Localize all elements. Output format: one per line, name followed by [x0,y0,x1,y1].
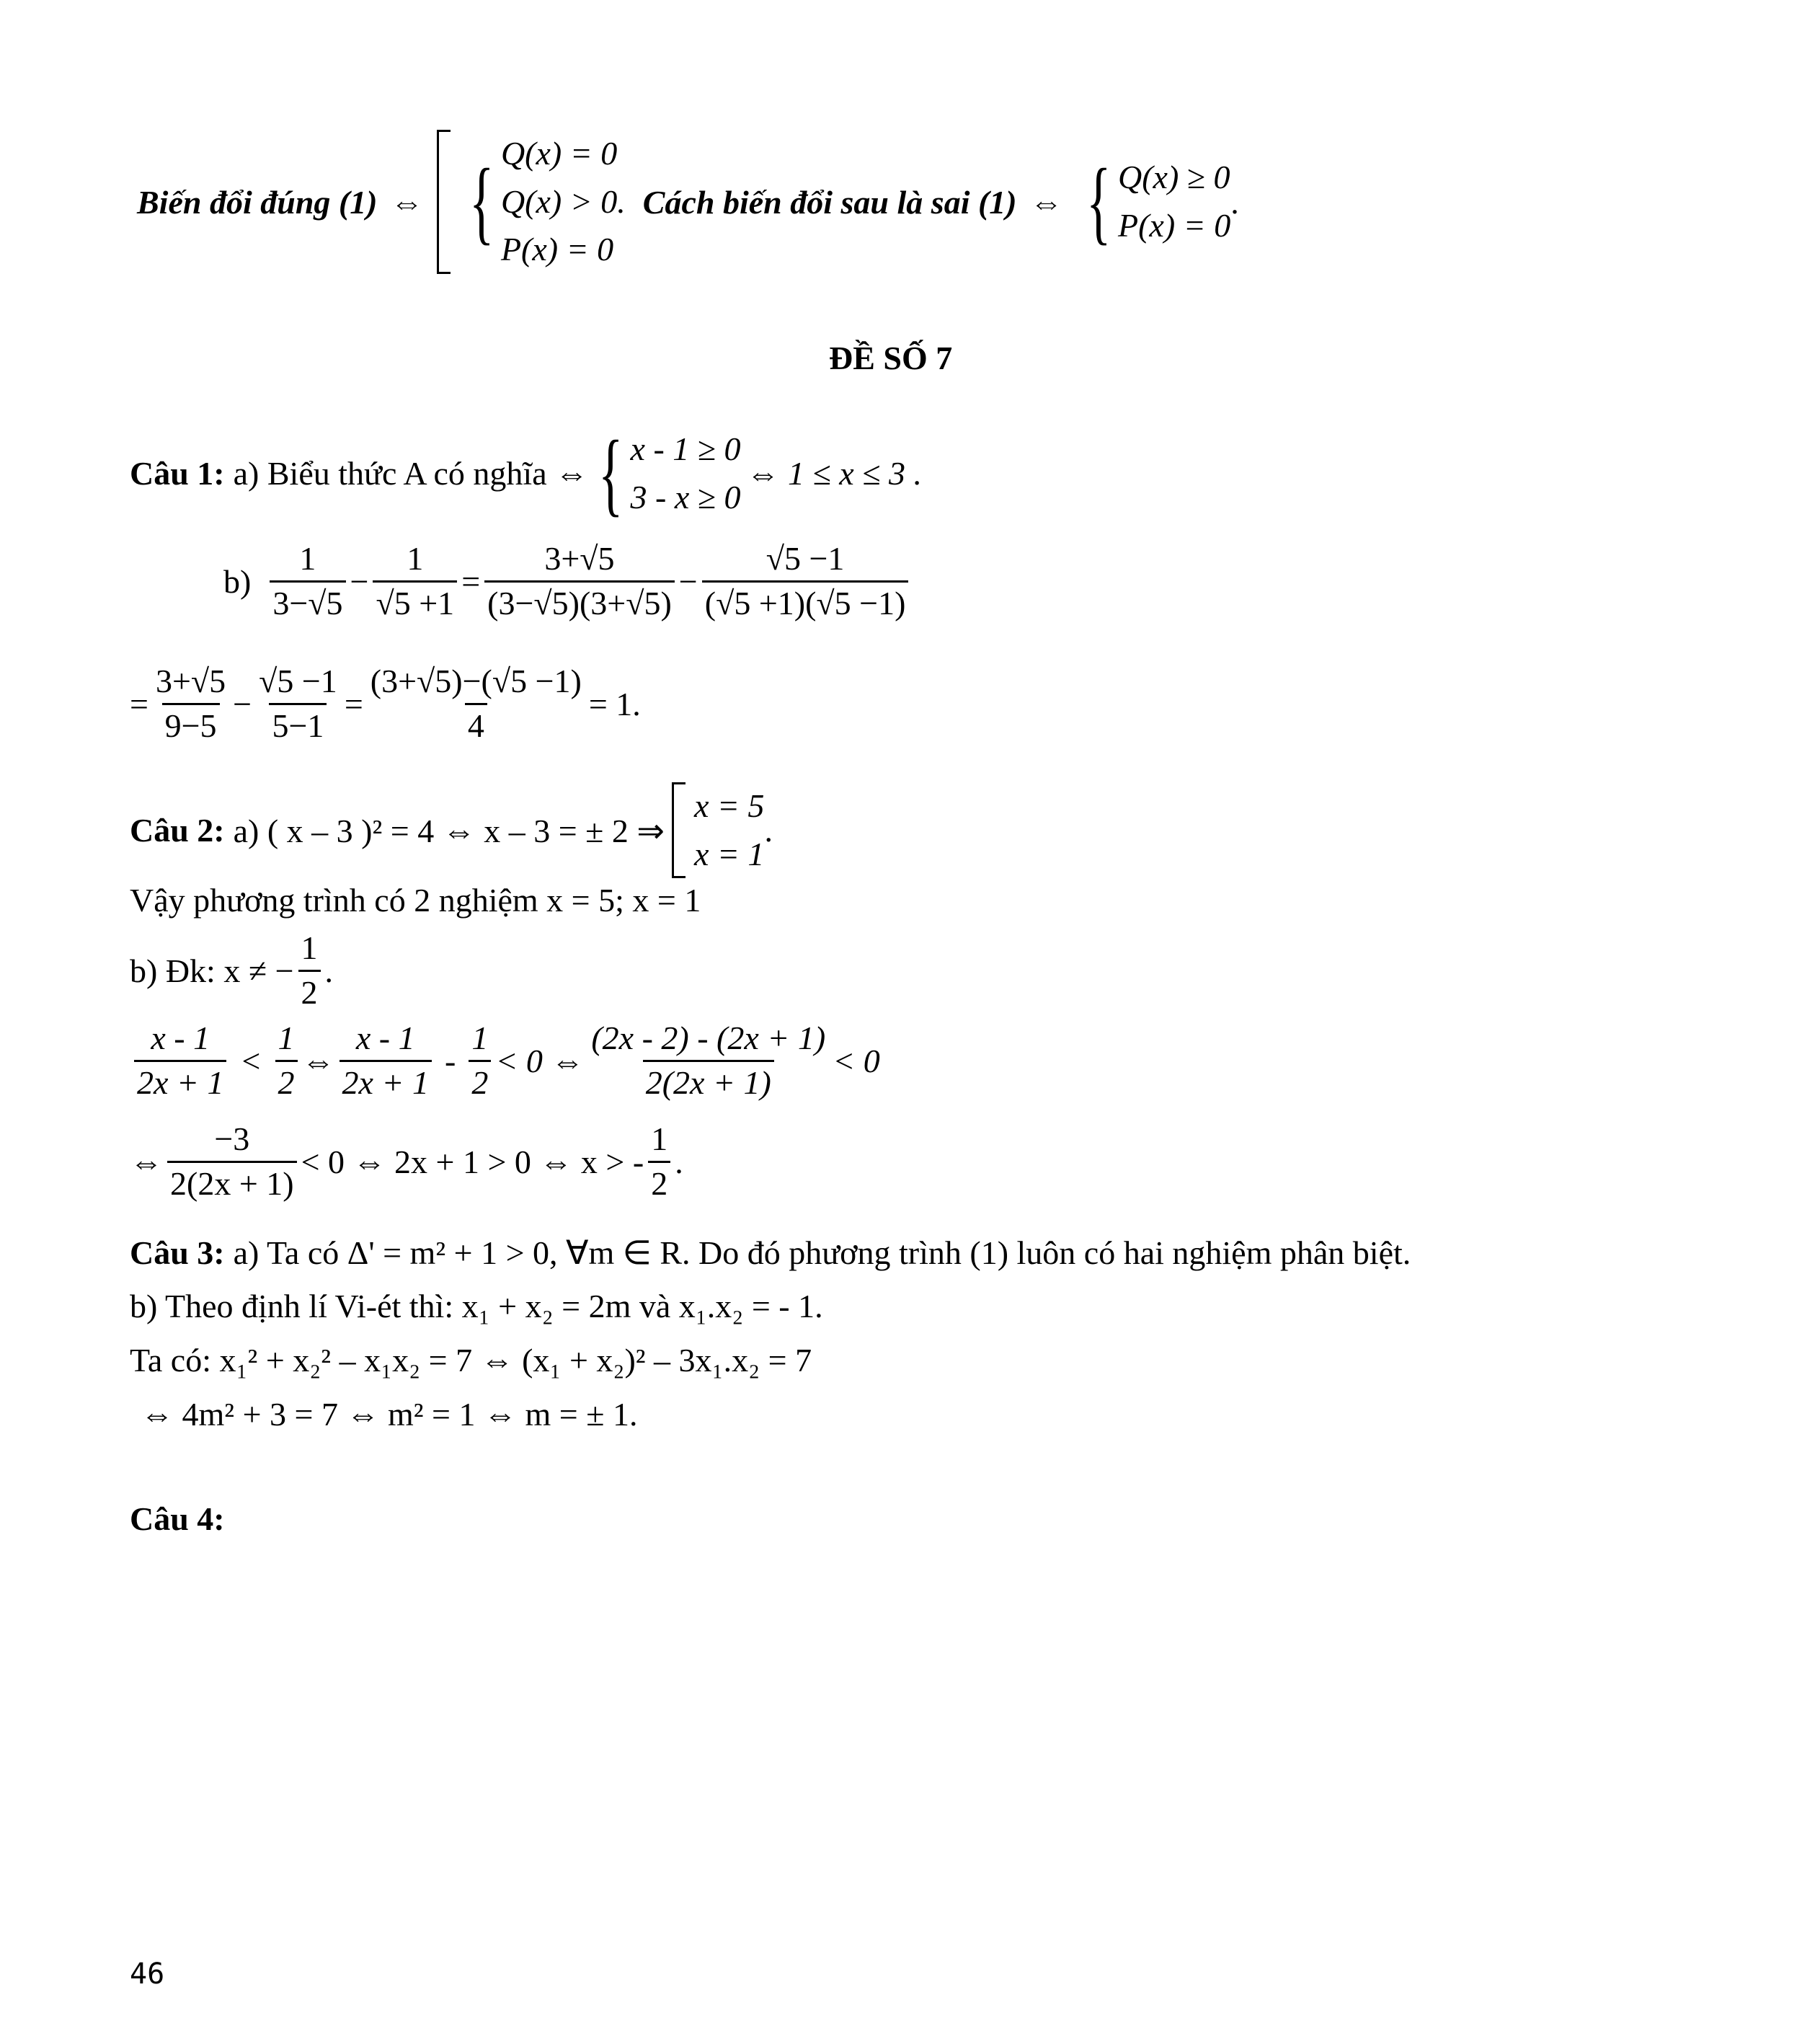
cau4-label: Câu 4: [130,1500,225,1537]
operator: = 1. [588,685,641,722]
section-heading: ĐỀ SỐ 7 [829,340,953,376]
cau3-b-text: b) Theo định lí Vi-ét thì: x₁ + x₂ = 2m và x₁.x₂ = - 1. [130,1288,823,1324]
operator: - [444,1042,456,1079]
cau1-b-line1 [223,541,913,621]
fraction: $\frac{√5 -1}{(√5 +1)(√5 -1)}$ [702,541,909,621]
cau1-a [130,421,922,526]
cau1-a-sys-line: x - 1 ≥ 0 [630,430,741,467]
cau1-b-line2 [130,663,641,744]
intro-system-right: { Q(x) = 0 Q(x) > 0. P(x) = 0 [437,130,626,274]
intro-sys-right-line: Q(x) > 0. [500,182,626,220]
fraction: $\frac{1}{2}$ [275,1020,298,1101]
cau2-b-line2 [130,1121,683,1202]
cau2-b-condition: b) Đk: x ≠ − $\frac{1}{2}$ . [130,929,334,1011]
operator: ⇔ [130,1143,163,1180]
fraction: $\frac{(3+√5)-(√5 -1)}{4}$ [370,663,582,744]
cau3-a-text: a) Ta có Δ' = m² + 1 > 0, ∀m ∈ R. Do đó phương trình (1) luôn có hai nghiệm phân biệt. [233,1234,1411,1271]
intro-equiv-2: ⇔ [1029,183,1063,221]
operator: < 0 ⇔ 2x + 1 > 0 ⇔ x > - [301,1143,644,1180]
intro-label-right: Biến đổi đúng (1) [137,183,378,221]
intro-system-wrong: { Q(x) ≥ 0 P(x) = 0 [1086,150,1231,255]
operator: = [344,685,363,722]
cau2-a-end: . [764,812,773,849]
operator: = [461,562,481,600]
cau2-a-text: a) ( x – 3 )² = 4 ⇔ x – 3 = ± 2 ⇒ [233,812,665,849]
fraction: $\frac{x - 1}{2x + 1}$ [340,1020,432,1101]
operator: < [239,1042,262,1079]
fraction: $\frac{√5 -1}{5-1}$ [259,663,337,744]
operator: ⇔ [301,1042,335,1079]
cau2-a-sys-line: x = 5 [693,787,765,824]
intro-sys-right-line: Q(x) = 0 [500,135,618,172]
cau1-a-system: { x - 1 ≥ 0 3 - x ≥ 0 [598,421,741,526]
cau2-b-cond-text: b) Đk: x ≠ − [130,952,294,989]
operator: − [233,685,252,722]
cau1-a-sys-line: 3 - x ≥ 0 [630,478,741,516]
cau2-conclusion: Vậy phương trình có 2 nghiệm x = 5; x = 1 [130,882,701,919]
cau3-d-text: ⇔ 4m² + 3 = 7 ⇔ m² = 1 ⇔ m = ± 1. [141,1396,638,1433]
operator: = [130,685,148,722]
cau2-label: Câu 2: [130,812,225,849]
intro-label-wrong: Cách biến đổi sau là sai (1) [642,183,1017,221]
cau2-a [130,782,773,878]
cau1-a-result: ⇔ 1 ≤ x ≤ 3 . [746,455,922,492]
cau2-a-system [672,782,764,878]
cau2-a-sys-line: x = 1 [693,835,765,872]
operator: . [675,1143,683,1180]
fraction: $\frac{(2x - 2) - (2x + 1)}{2(2x + 1)}$ [591,1019,826,1101]
cau2-b-line1 [130,1020,880,1101]
fraction: $\frac{x - 1}{2x + 1}$ [134,1020,226,1101]
fraction: $\frac{1}{3-√5}$ [270,541,345,621]
page-number: 46 [130,1957,165,1991]
intro-end: . [1230,183,1239,221]
intro-equiv-1: ⇔ [390,183,424,221]
intro-line [137,130,1239,274]
intro-sys-wrong-line: P(x) = 0 [1118,207,1231,244]
operator: < 0 ⇔ [495,1042,585,1079]
operator: < 0 [833,1042,880,1079]
cau3-c-text: Ta có: x₁² + x₂² – x₁x₂ = 7 ⇔ (x₁ + x₂)² – 3x₁.x₂ = 7 [130,1342,812,1379]
cau1-a-text: a) Biểu thức A có nghĩa ⇔ [233,455,589,492]
intro-sys-right-line: P(x) = 0 [500,231,614,268]
operator: − [350,562,369,600]
fraction: $\frac{3+√5}{(3-√5)(3+√5)}$ [484,541,675,621]
operator: − [678,562,698,600]
fraction: $\frac{1}{√5 +1}$ [373,541,457,621]
fraction: $\frac{3+√5}{9-5}$ [155,663,226,744]
fraction: $\frac{-3}{2(2x + 1)}$ [167,1121,297,1202]
fraction: $\frac{1}{2}$ [298,930,321,1011]
cau1-label: Câu 1: [130,455,225,492]
cau3-a [130,1233,1411,1272]
intro-sys-wrong-line: Q(x) ≥ 0 [1118,159,1230,196]
fraction: $\frac{1}{2}$ [469,1020,491,1101]
fraction: $\frac{1}{2}$ [648,1121,670,1202]
cau1-b-label: b) [223,562,252,600]
cau3-label: Câu 3: [130,1234,225,1271]
